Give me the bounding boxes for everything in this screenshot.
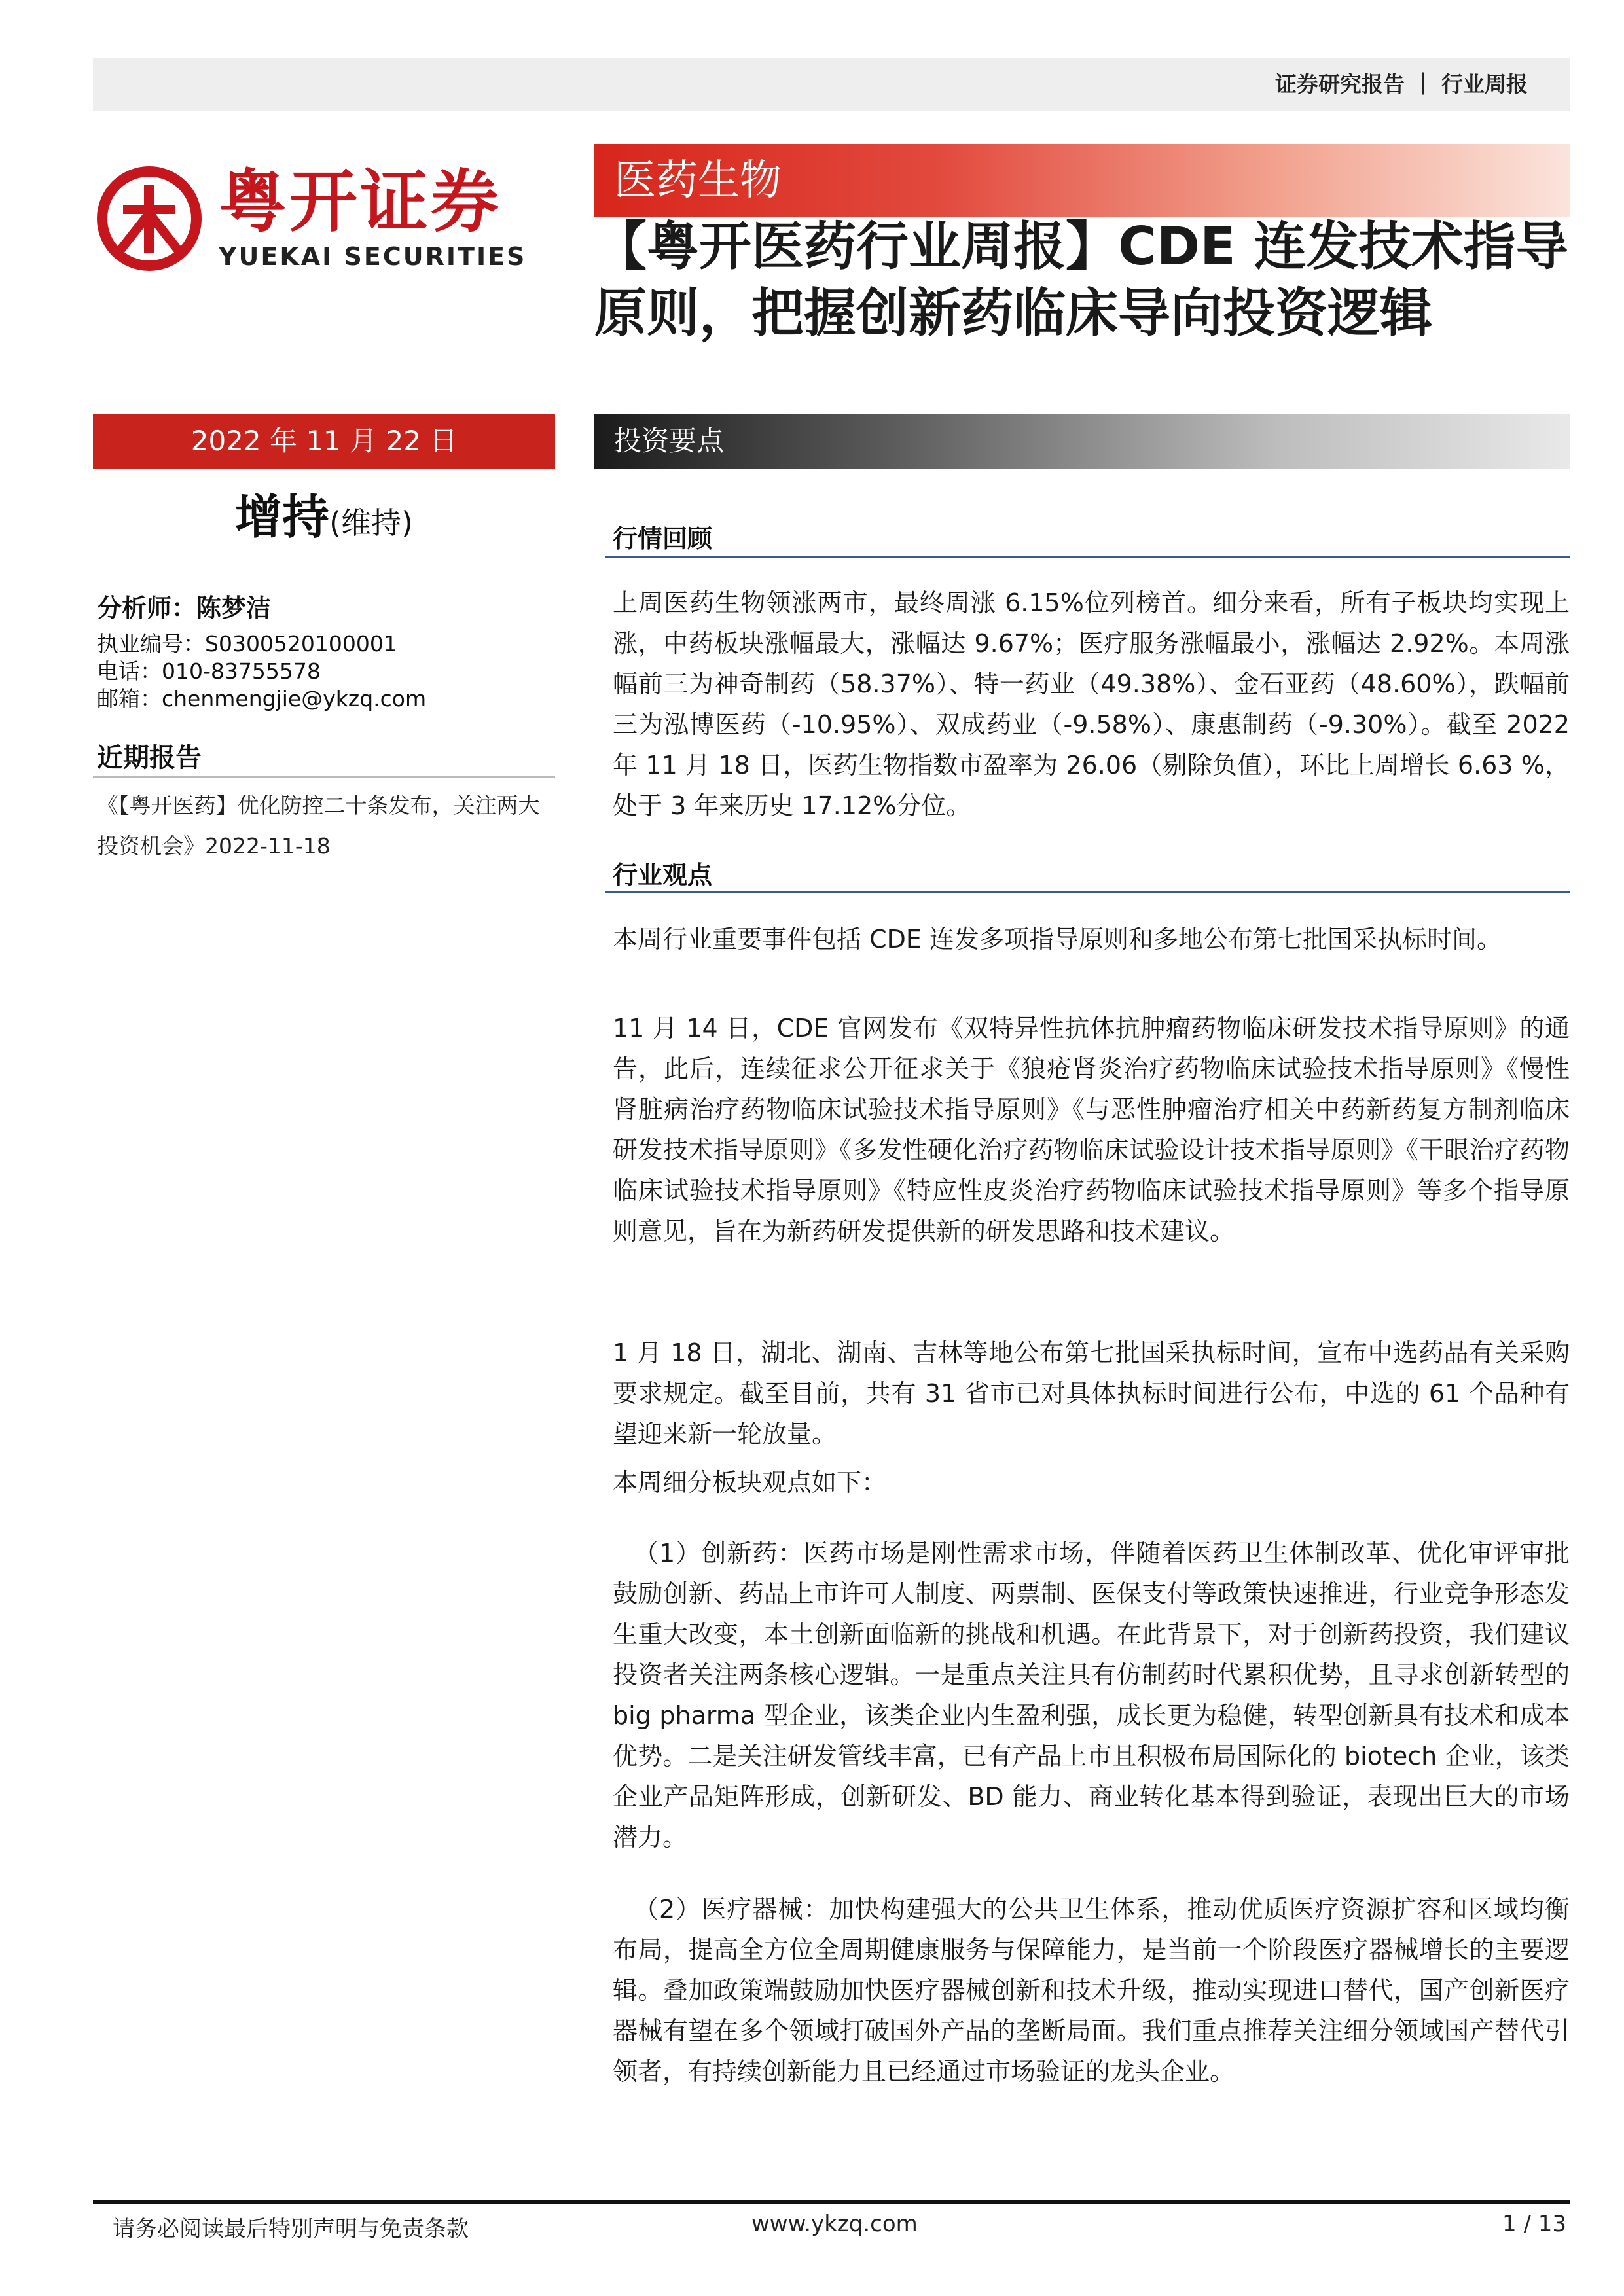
logo-name-en: YUEKAI SECURITIES <box>219 242 527 271</box>
analyst-email: 邮箱：chenmengjie@ykzq.com <box>97 686 427 711</box>
analyst-phone: 电话：010-83755578 <box>97 658 321 684</box>
divider <box>605 556 1570 558</box>
rating-sub: (维持) <box>329 505 413 541</box>
footer-divider <box>93 2200 1570 2204</box>
page-number: 1 / 13 <box>1502 2211 1566 2237</box>
paragraph: 本周细分板块观点如下： <box>613 1468 887 1497</box>
paragraph: （2）医疗器械：加快构建强大的公共卫生体系，推动优质医疗资源扩容和区域均衡布局，提高全方位全周期健康服务与保障能力，是当前一个阶段医疗器械增长的主要逻辑。叠加政策端鼓励加快医疗器械创新和技术升级，推动实现进口替代，国产创新医疗器械有望在多个领域打破国外产品的垄断局面。我们重点推荐关注细分领域国产替代引领者，有持续创新能力且已经通过市场验证的龙头企业。 <box>613 1895 1570 2086</box>
rating <box>93 486 555 554</box>
logo-name-cn: 粤开证券 <box>219 162 502 242</box>
report-type-label: 证券研究报告 ｜ 行业周报 <box>1275 71 1528 97</box>
paragraph: 本周行业重要事件包括 CDE 连发多项指导原则和多地公布第七批国采执标时间。 <box>613 925 1502 954</box>
divider <box>93 776 555 778</box>
divider <box>605 891 1570 893</box>
recent-reports-heading: 近期报告 <box>97 743 202 773</box>
top-header-strip <box>93 58 1570 111</box>
company-logo <box>97 162 555 274</box>
investment-points-bar <box>594 414 1570 469</box>
footer-disclaimer: 请务必阅读最后特别声明与免责条款 <box>113 2216 469 2242</box>
paragraph: （1）创新药：医药市场是刚性需求市场，伴随着医药卫生体制改革、优化审评审批鼓励创新、药品上市许可人制度、两票制、医保支付等政策快速推进，行业竞争形态发生重大改变，本土创新面临新的挑战和机遇。在此背景下，对于创新药投资，我们建议投资者关注两条核心逻辑。一是重点关注具有仿制药时代累积优势，且寻求创新转型的 big pharma 型企业，该类企业内生盈利强，成长更为稳健，转型创新具有技术和成本优势。二是关注研发管线丰富，已有产品上市且积极布局国际化的 biotech 企业，该类企业产品矩阵形成，创新研发、BD 能力、商业转化基本得到验证，表现出巨大的市场潜力。 <box>613 1539 1570 1852</box>
report-title: 【粤开医药行业周报】CDE 连发技术指导原则，把握创新药临床导向投资逻辑 <box>594 216 1568 344</box>
investment-points-label: 投资要点 <box>614 425 725 457</box>
section-heading-view: 行业观点 <box>613 861 713 889</box>
logo-mark-icon <box>97 166 202 271</box>
recent-report-link[interactable]: 《【粤开医药】优化防控二十条发布，关注两大投资机会》2022-11-18 <box>97 793 540 859</box>
report-date: 2022 年 11 月 22 日 <box>190 425 458 457</box>
section-heading-review: 行情回顾 <box>613 524 713 553</box>
paragraph: 1 月 18 日，湖北、湖南、吉林等地公布第七批国采执标时间，宣布中选药品有关采购要求规定。截至目前，共有 31 省市已对具体执标时间进行公布，中选的 61 个品种有望迎来新一轮放量。 <box>613 1338 1570 1448</box>
analyst-cert: 执业编号：S0300520100001 <box>97 631 397 656</box>
paragraph: 上周医药生物领涨两市，最终周涨 6.15%位列榜首。细分来看，所有子板块均实现上涨，中药板块涨幅最大，涨幅达 9.67%；医疗服务涨幅最小，涨幅达 2.92%。本周涨幅前三为神奇制药（58.37%）、特一药业（49.38%）、金石亚药（48.60%），跌幅前三为泓博医药（-10.95%）、双成药业（-9.58%）、康惠制药（-9.30%）。截至 2022 年 11 月 18 日，医药生物指数市盈率为 26.06（剔除负值），环比上周增长 6.63 %，处于 3 年来历史 17.12%分位。 <box>613 588 1570 820</box>
paragraph: 11 月 14 日，CDE 官网发布《双特异性抗体抗肿瘤药物临床研发技术指导原则》的通告，此后，连续征求公开征求关于《狼疮肾炎治疗药物临床试验技术指导原则》《慢性肾脏病治疗药物临床试验技术指导原则》《与恶性肿瘤治疗相关中药新药复方制剂临床研发技术指导原则》《多发性硬化治疗药物临床试验设计技术指导原则》《干眼治疗药物临床试验技术指导原则》《特应性皮炎治疗药物临床试验技术指导原则》等多个指导原则意见，旨在为新药研发提供新的研发思路和技术建议。 <box>613 1014 1570 1246</box>
analyst-name: 分析师：陈梦洁 <box>97 594 272 622</box>
category-banner <box>594 144 1570 217</box>
footer-website-link[interactable]: www.ykzq.com <box>751 2211 918 2237</box>
rating-main: 增持 <box>235 490 330 545</box>
date-bar <box>93 414 555 469</box>
category-label: 医药生物 <box>614 156 782 205</box>
